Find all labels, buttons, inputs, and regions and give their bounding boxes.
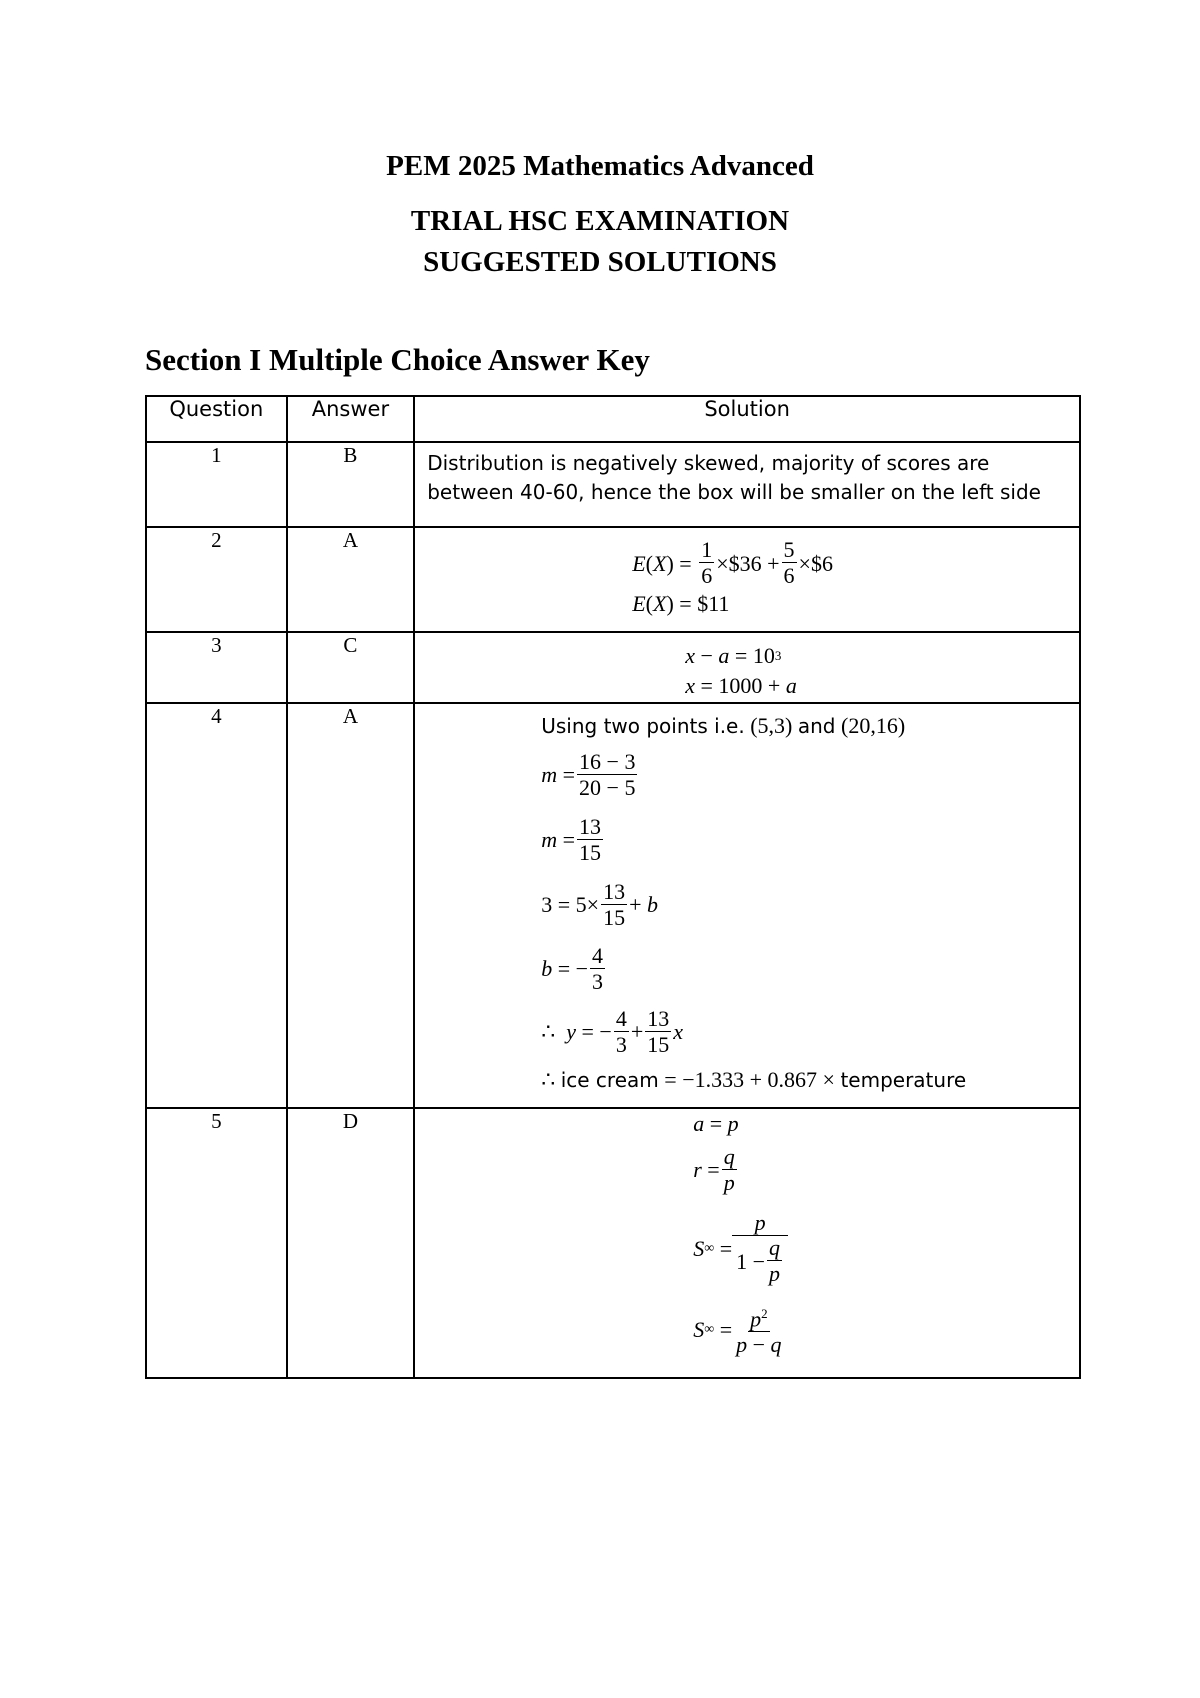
question-number: 1 — [146, 442, 287, 527]
table-row — [146, 442, 1080, 527]
answer-letter: A — [287, 527, 415, 632]
equation-line: ∴ ice cream = −1.333 + 0.867 × temperature — [541, 1067, 967, 1092]
equation-line: S ∞ = p 1 − $\frac{q}{p}$ — [693, 1201, 1079, 1297]
header-question: Question — [146, 396, 287, 442]
solution-intro: Using two points i.e. (5,3) and (20,16) — [541, 713, 906, 738]
answer-letter: B — [287, 442, 415, 527]
equation-line: x − a = 10 3 — [685, 643, 782, 668]
section-title: Section I Multiple Choice Answer Key — [145, 342, 650, 377]
equation-line: E ( X ) = $11 — [632, 591, 730, 616]
solution-text: Distribution is negatively skewed, majority of scores are between 40-60, hence the box will be smaller on the left side — [427, 451, 1041, 504]
equation-line: b = − $\frac{4}{3}$ — [541, 942, 604, 994]
document-subtitle-line1: TRIAL HSC EXAMINATION — [410, 205, 790, 237]
table-row — [146, 632, 1080, 703]
solution-cell — [414, 632, 1080, 703]
table-row — [146, 1108, 1080, 1378]
answer-letter: C — [287, 632, 415, 703]
equation-line: ∴ y = − $\frac{4}{3}$ + $\frac{13}{15}$ x — [541, 1005, 683, 1057]
document-title: PEM 2025 Mathematics Advanced — [386, 150, 814, 182]
equation-line: E ( X ) = $\frac{1}{6}$ × $36 + $\frac{5}{6}$ × $6 — [632, 537, 833, 588]
equation-line: m = $\frac{16 - 3}{20 - 5}$ — [541, 748, 636, 800]
header-solution: Solution — [414, 396, 1080, 442]
answer-letter: A — [287, 703, 415, 1108]
solution-cell — [414, 703, 1080, 1108]
solution-cell — [414, 442, 1080, 527]
answer-letter: D — [287, 1108, 415, 1378]
equation-line: x = 1000 + a — [685, 673, 797, 698]
question-number: 2 — [146, 527, 287, 632]
equation-line: a = p — [693, 1111, 739, 1136]
question-number: 4 — [146, 703, 287, 1108]
solution-cell — [414, 1108, 1080, 1378]
question-number: 5 — [146, 1108, 287, 1378]
question-number: 3 — [146, 632, 287, 703]
equation-line: m = $\frac{13}{15}$ — [541, 813, 602, 865]
equation-line: S ∞ = $\frac{p^2}{p - q}$ — [693, 1297, 1079, 1363]
equation-line: r = $\frac{q}{p}$ — [693, 1143, 735, 1195]
answer-key-table — [145, 395, 1081, 1379]
table-header-row — [146, 396, 1080, 442]
solution-cell — [414, 527, 1080, 632]
document-subtitle-line2: SUGGESTED SOLUTIONS — [423, 246, 777, 278]
equation-line: 3 = 5 × $\frac{13}{15}$ + b — [541, 878, 658, 930]
header-answer: Answer — [287, 396, 415, 442]
table-row — [146, 527, 1080, 632]
table-row — [146, 703, 1080, 1108]
